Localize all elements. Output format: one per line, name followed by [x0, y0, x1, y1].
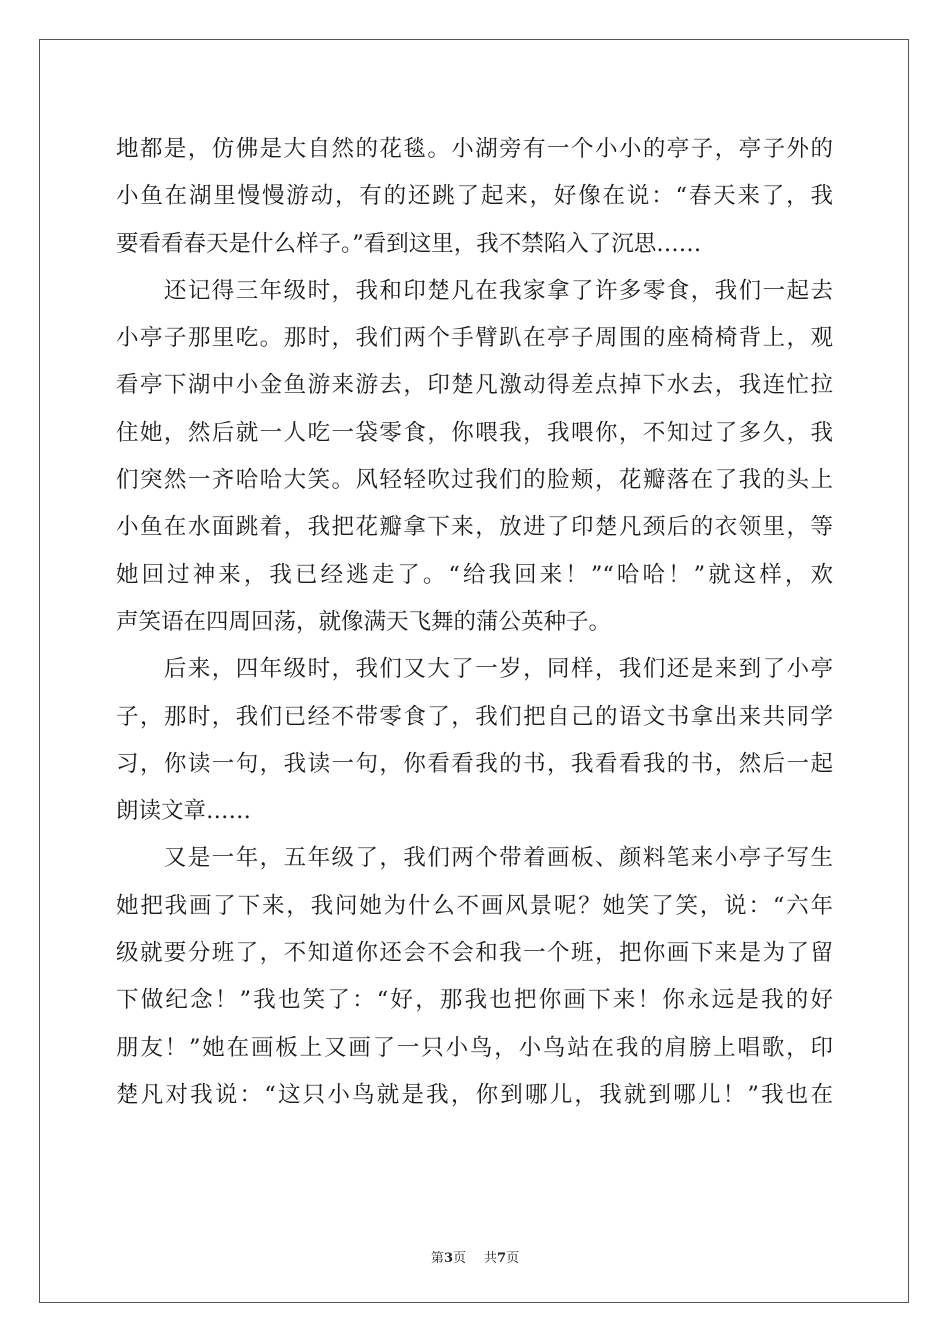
- text-line: 小亭子那里吃。那时，我们两个手臂趴在亭子周围的座椅椅背上，观: [116, 325, 833, 352]
- text-line: 要看看春天是什么样子。”看到这里，我不禁陷入了沉思……: [116, 230, 702, 257]
- text-line: 朋友！”她在画板上又画了一只小鸟，小鸟站在我的肩膀上唱歌，印: [116, 1034, 833, 1061]
- total-suffix: 页: [506, 1251, 520, 1266]
- text-line: 她回过神来，我已经逃走了。“给我回来！”“哈哈！”就这样，欢: [116, 561, 833, 588]
- page-suffix: 页: [452, 1251, 466, 1266]
- text-line: 朗读文章……: [116, 798, 252, 825]
- total-prefix: 共: [484, 1251, 498, 1266]
- text-line: 后来，四年级时，我们又大了一岁，同样，我们还是来到了小亭: [116, 656, 833, 683]
- text-line: 习，你读一句，我读一句，你看看我的书，我看看我的书，然后一起: [116, 750, 833, 777]
- text-line: 住她，然后就一人吃一袋零食，你喂我，我喂你，不知过了多久，我: [116, 419, 833, 446]
- text-line: 小鱼在湖里慢慢游动，有的还跳了起来，好像在说：“春天来了，我: [116, 183, 833, 210]
- text-line: 地都是，仿佛是大自然的花毯。小湖旁有一个小小的亭子，亭子外的: [116, 136, 833, 162]
- page-current-number: 3: [443, 1251, 453, 1266]
- text-line: 又是一年，五年级了，我们两个带着画板、颜料笔来小亭子写生: [116, 845, 833, 872]
- text-line: 楚凡对我说：“这只小鸟就是我，你到哪儿，我就到哪儿！”我也在: [116, 1081, 833, 1108]
- text-line: 级就要分班了，不知道你还会不会和我一个班，把你画下来是为了留: [116, 940, 833, 967]
- page-total-number: 7: [497, 1251, 507, 1266]
- text-line: 子，那时，我们已经不带零食了，我们把自己的语文书拿出来共同学: [116, 703, 833, 730]
- text-line: 看亭下湖中小金鱼游来游去，印楚凡激动得差点掉下水去，我连忙拉: [116, 372, 833, 399]
- text-line: 声笑语在四周回荡，就像满天飞舞的蒲公英种子。: [116, 608, 612, 635]
- text-line: 们突然一齐哈哈大笑。风轻轻吹过我们的脸颊，花瓣落在了我的头上: [116, 467, 833, 494]
- body-text: [116, 126, 833, 1119]
- text-line: 还记得三年级时，我和印楚凡在我家拿了许多零食，我们一起去: [116, 277, 833, 304]
- text-line: 小鱼在水面跳着，我把花瓣拿下来，放进了印楚凡颈后的衣领里，等: [116, 514, 833, 541]
- text-line: 她把我画了下来，我问她为什么不画风景呢？她笑了笑，说：“六年: [116, 892, 833, 919]
- page-footer: [0, 1247, 950, 1266]
- page-prefix: 第: [430, 1251, 444, 1266]
- text-line: 下做纪念！”我也笑了：“好，那我也把你画下来！你永远是我的好: [116, 987, 833, 1014]
